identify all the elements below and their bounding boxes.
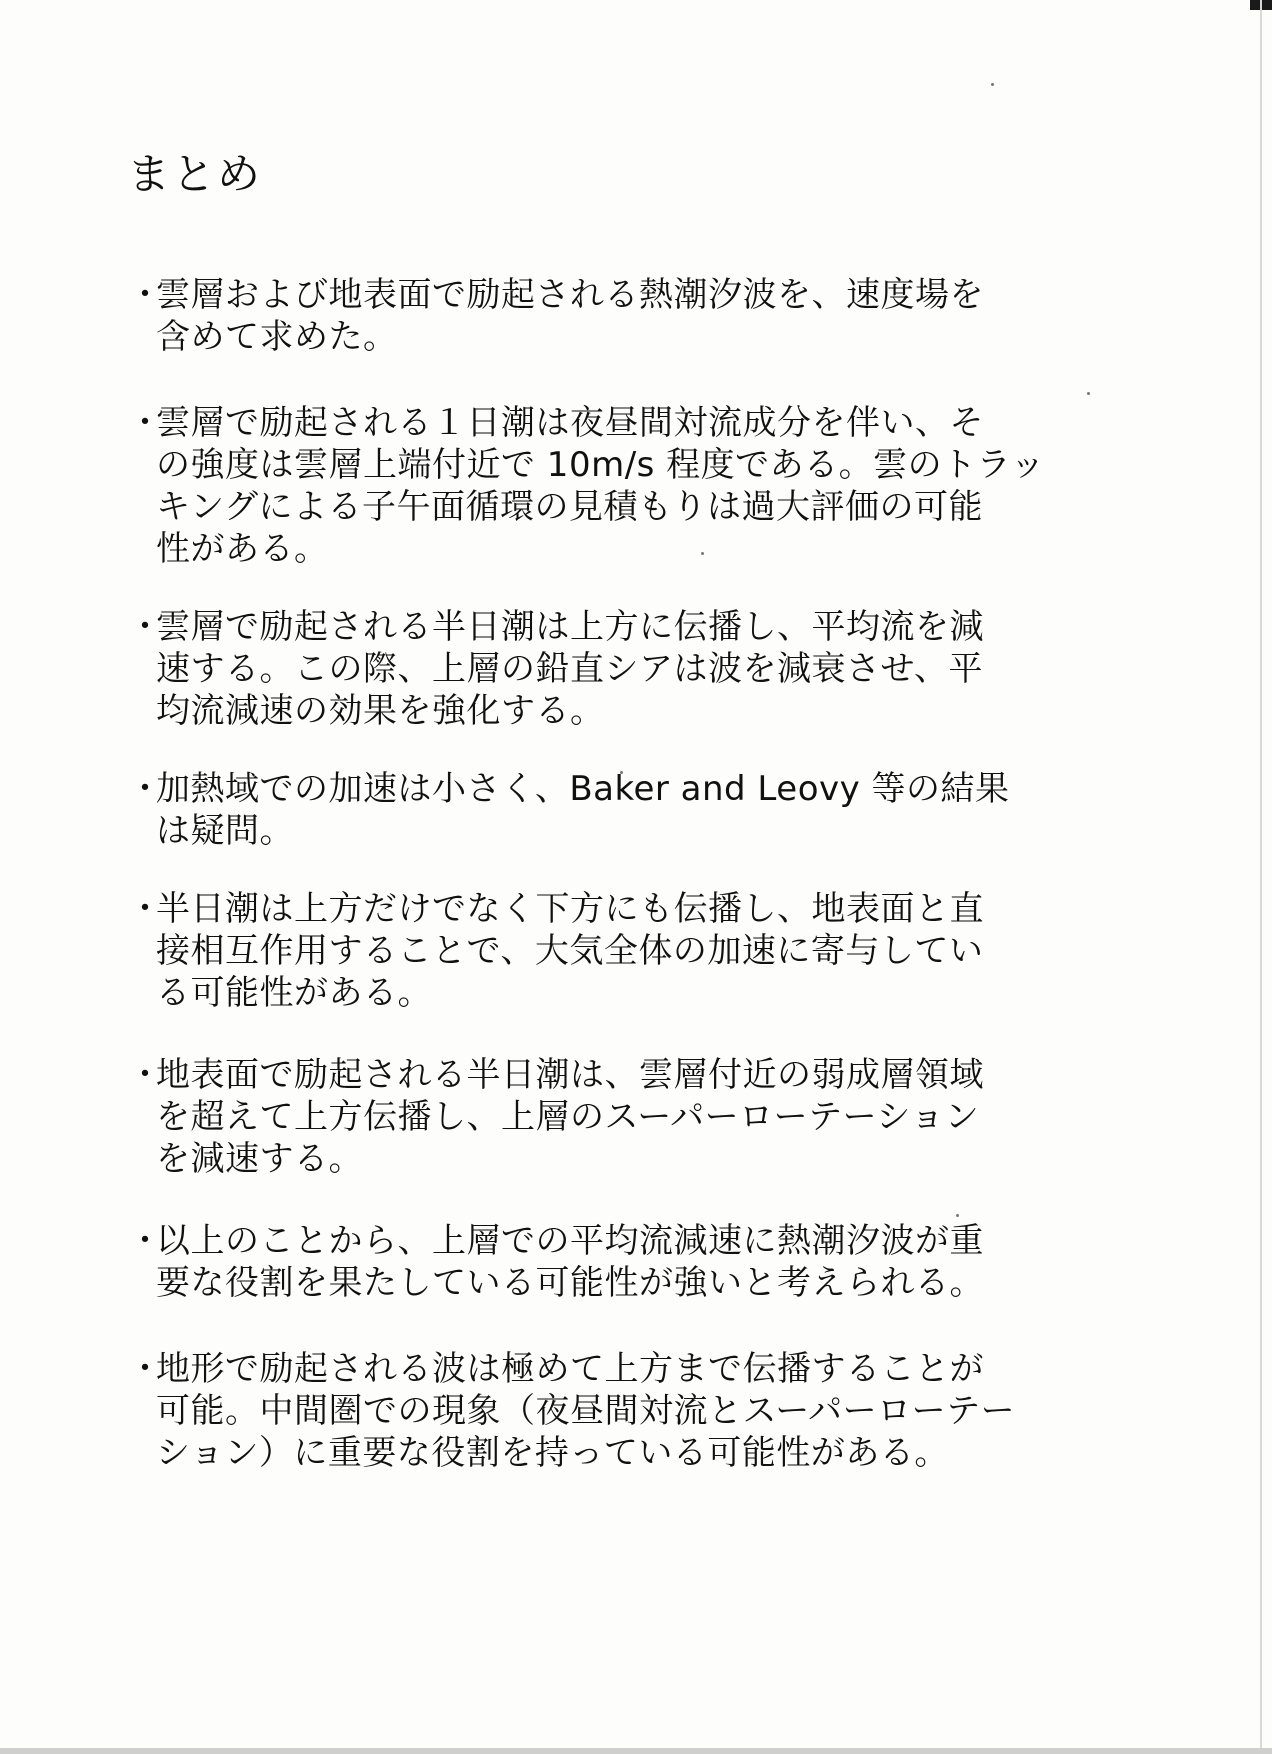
- item-line: 以上のことから、上層での平均流減速に熱潮汐波が重: [156, 1221, 984, 1261]
- item-line: の強度は雲層上端付近で 10m/s 程度である。雲のトラッ: [156, 445, 1045, 485]
- bullet-icon: ・: [128, 889, 163, 929]
- bullet-icon: ・: [128, 403, 163, 443]
- item-line: 可能。中間圏での現象（夜昼間対流とスーパーローテー: [156, 1391, 1016, 1431]
- item-line: 雲層で励起される１日潮は夜昼間対流成分を伴い、そ: [156, 403, 984, 443]
- scan-speck: [991, 83, 994, 86]
- item-line: 性がある。: [156, 529, 329, 569]
- item-line: 接相互作用することで、大気全体の加速に寄与してい: [156, 931, 984, 971]
- list-item: [128, 1220, 1128, 1304]
- item-line: 雲層および地表面で励起される熱潮汐波を、速度場を: [156, 275, 984, 315]
- page-title: まとめ: [127, 150, 262, 200]
- item-line: は疑問。: [156, 811, 294, 851]
- item-line: る可能性がある。: [156, 973, 432, 1013]
- item-line: 地表面で励起される半日潮は、雲層付近の弱成層領域: [156, 1055, 984, 1095]
- item-line: 地形で励起される波は極めて上方まで伝播することが: [156, 1349, 984, 1389]
- list-item: [128, 1054, 1128, 1180]
- bullet-icon: ・: [128, 1055, 163, 1095]
- item-line: を減速する。: [156, 1139, 363, 1179]
- item-line: 半日潮は上方だけでなく下方にも伝播し、地表面と直: [156, 889, 984, 929]
- item-line: を超えて上方伝播し、上層のスーパーローテーション: [156, 1097, 980, 1137]
- item-line: 含めて求めた。: [156, 317, 398, 357]
- bullet-icon: ・: [128, 607, 163, 647]
- item-line: ション）に重要な役割を持っている可能性がある。: [156, 1433, 949, 1473]
- bullet-icon: ・: [128, 1349, 163, 1389]
- summary-list: [128, 274, 1128, 1474]
- item-line: 速する。この際、上層の鉛直シアは波を減衰させ、平: [156, 649, 983, 689]
- item-line: 均流減速の効果を強化する。: [156, 691, 605, 731]
- item-line: 要な役割を果たしている可能性が強いと考えられる。: [156, 1263, 984, 1303]
- bullet-icon: ・: [128, 275, 163, 315]
- bullet-icon: ・: [128, 769, 163, 809]
- scan-bottom-edge: [0, 1748, 1272, 1754]
- bullet-icon: ・: [128, 1221, 163, 1261]
- item-line: キングによる子午面循環の見積もりは過大評価の可能: [156, 487, 983, 527]
- list-item: [128, 768, 1128, 852]
- list-item: [128, 274, 1128, 358]
- list-item: [128, 1348, 1128, 1474]
- list-item: [128, 888, 1128, 1014]
- scan-edge-shadow: [1260, 0, 1262, 1754]
- list-item: [128, 606, 1128, 732]
- item-line: 加熱域での加速は小さく、Baker and Leovy 等の結果: [156, 769, 1010, 809]
- list-item: [128, 402, 1128, 570]
- item-line: 雲層で励起される半日潮は上方に伝播し、平均流を減: [156, 607, 984, 647]
